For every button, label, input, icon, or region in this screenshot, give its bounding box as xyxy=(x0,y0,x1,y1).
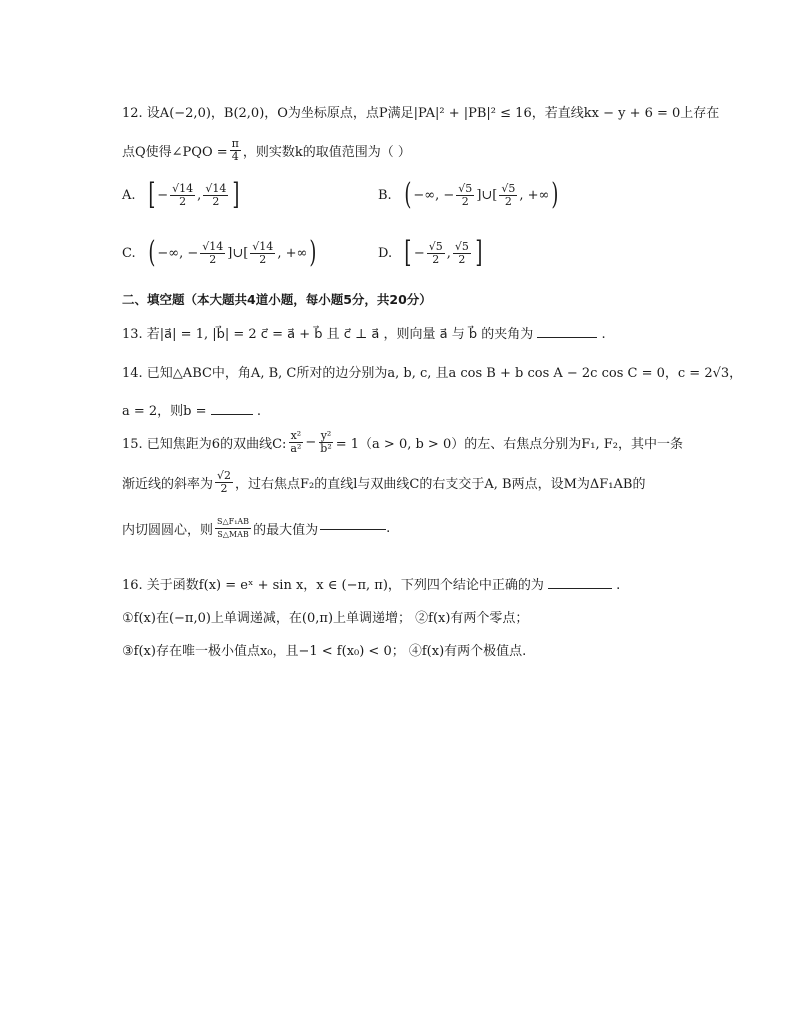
option-frac-1 xyxy=(456,183,474,208)
period: . xyxy=(386,521,391,536)
q12-line2-post: ，则实数k的取值范围为（ ） xyxy=(242,145,411,160)
option-pre: −∞, − xyxy=(413,187,455,203)
q16-line1 xyxy=(122,574,620,593)
answer-blank[interactable] xyxy=(548,587,612,589)
option-label: D. xyxy=(378,245,393,261)
q12-option-b[interactable] xyxy=(378,177,561,212)
frac-num: √5 xyxy=(501,181,516,195)
option-label: A. xyxy=(122,187,136,203)
option-frac-2 xyxy=(250,241,275,266)
q13-text: 13. 若|a⃗| = 1, |b⃗| = 2 c⃗ = a⃗ + b⃗ 且 c⃗ ⊥ a⃗ ，则向量 a⃗ 与 b⃗ 的夹角为 xyxy=(122,327,534,342)
q12-angle-fraction xyxy=(230,138,241,163)
q12-line2 xyxy=(122,138,411,163)
option-post: , +∞ xyxy=(277,245,308,261)
bracket-close: ] xyxy=(232,177,240,212)
option-mid: , xyxy=(197,187,202,203)
frac-num: √5 xyxy=(454,239,469,253)
option-label: C. xyxy=(122,245,136,261)
paren-open: ( xyxy=(404,177,412,212)
option-post: , +∞ xyxy=(519,187,550,203)
frac-num: √14 xyxy=(202,239,224,253)
q15-line1-post: = 1（a > 0, b > 0）的左、右焦点分别为F₁, F₂，其中一条 xyxy=(335,437,683,452)
slope-frac xyxy=(215,470,233,495)
frac-num: x² xyxy=(290,429,302,442)
frac-num: √14 xyxy=(252,239,274,253)
option-pre: − xyxy=(157,187,169,203)
frac-num: π xyxy=(231,137,239,150)
frac-den: 2 xyxy=(432,252,440,266)
frac-den: S△MAB xyxy=(217,530,249,539)
q12-option-a[interactable] xyxy=(122,177,242,212)
option-frac-1 xyxy=(427,241,445,266)
option-frac-2 xyxy=(453,241,471,266)
frac-num: √5 xyxy=(458,181,473,195)
y-frac xyxy=(318,430,333,455)
option-mid: ]∪[ xyxy=(476,187,498,203)
option-frac-1 xyxy=(200,241,225,266)
paren-close: ) xyxy=(309,235,317,270)
frac-den: 2 xyxy=(458,252,466,266)
frac-den: 2 xyxy=(209,252,217,266)
frac-den: 4 xyxy=(231,150,239,163)
q14-line2-post: . xyxy=(256,404,261,419)
period: . xyxy=(616,578,621,593)
option-pre: −∞, − xyxy=(157,245,199,261)
frac-den: 2 xyxy=(220,482,228,495)
frac-num: √14 xyxy=(205,181,227,195)
frac-num: √2 xyxy=(217,469,232,482)
frac-num: √5 xyxy=(428,239,443,253)
bracket-close: ] xyxy=(475,235,483,270)
bracket-open: [ xyxy=(147,177,155,212)
frac-den: b² xyxy=(320,442,332,455)
option-mid: ]∪[ xyxy=(227,245,249,261)
frac-num: y² xyxy=(320,429,332,442)
frac-den: 2 xyxy=(212,194,220,208)
frac-den: 2 xyxy=(179,194,187,208)
minus: − xyxy=(305,435,317,450)
q14-line2-pre: a = 2，则b = xyxy=(122,404,207,419)
frac-den: a² xyxy=(290,442,302,455)
paren-open: ( xyxy=(147,235,155,270)
option-frac-2 xyxy=(499,183,517,208)
q16-line3: ③f(x)存在唯一极小值点x₀，且−1 < f(x₀) < 0； ④f(x)有两个极值点. xyxy=(122,644,527,659)
section-heading: 二、填空题（本大题共4道小题，每小题5分，共20分） xyxy=(122,292,432,307)
q15-line1 xyxy=(122,430,683,455)
q15-line2-pre: 渐近线的斜率为 xyxy=(122,477,214,492)
paren-close: ) xyxy=(551,177,559,212)
q16-text: 16. 关于函数f(x) = eˣ + sin x，x ∈ (−π, π)，下列四个结论中正确的为 xyxy=(122,578,544,593)
answer-blank[interactable] xyxy=(320,528,386,530)
q15-line1-pre: 15. 已知焦距为6的双曲线C: xyxy=(122,437,287,452)
bracket-open: [ xyxy=(404,235,412,270)
q15-line3-pre: 内切圆圆心，则 xyxy=(122,523,214,538)
option-frac-1 xyxy=(170,183,195,208)
q15-line3-post: 的最大值为 xyxy=(253,523,319,538)
q15-line2-post: ，过右焦点F₂的直线l与双曲线C的右支交于A, B两点，设M为ΔF₁AB的 xyxy=(235,477,646,492)
frac-den: 2 xyxy=(504,194,512,208)
frac-den: 2 xyxy=(461,194,469,208)
frac-den: 2 xyxy=(259,252,267,266)
answer-blank[interactable] xyxy=(211,413,253,415)
frac-num: √14 xyxy=(172,181,194,195)
area-ratio-frac xyxy=(215,516,251,541)
option-mid: , xyxy=(446,245,451,261)
q14-line1: 14. 已知△ABC中，角A, B, C所对的边分别为a, b, c, 且a cos B + b cos A − 2c cos C = 0，c = 2√3， xyxy=(122,366,743,381)
q15-line2 xyxy=(122,470,645,495)
q12-option-c[interactable] xyxy=(122,235,319,270)
q12-line2-pre: 点Q使得∠PQO = xyxy=(122,145,228,160)
answer-blank[interactable] xyxy=(537,336,597,338)
q12-line1: 12. 设A(−2,0)，B(2,0)，O为坐标原点，点P满足|PA|² + |PB|² ≤ 16，若直线kx − y + 6 = 0上存在 xyxy=(122,106,720,121)
option-label: B. xyxy=(378,187,392,203)
q14-line2 xyxy=(122,400,261,419)
option-frac-2 xyxy=(203,183,228,208)
q13-line xyxy=(122,323,606,342)
frac-num: S△F₁AB xyxy=(215,516,251,529)
x-frac xyxy=(288,430,303,455)
option-pre: − xyxy=(413,245,425,261)
q15-line3 xyxy=(122,516,390,541)
q16-line2: ①f(x)在(−π,0)上单调递减，在(0,π)上单调递增； ②f(x)有两个零点； xyxy=(122,611,529,626)
q12-option-d[interactable] xyxy=(378,235,485,270)
period: . xyxy=(601,327,606,342)
